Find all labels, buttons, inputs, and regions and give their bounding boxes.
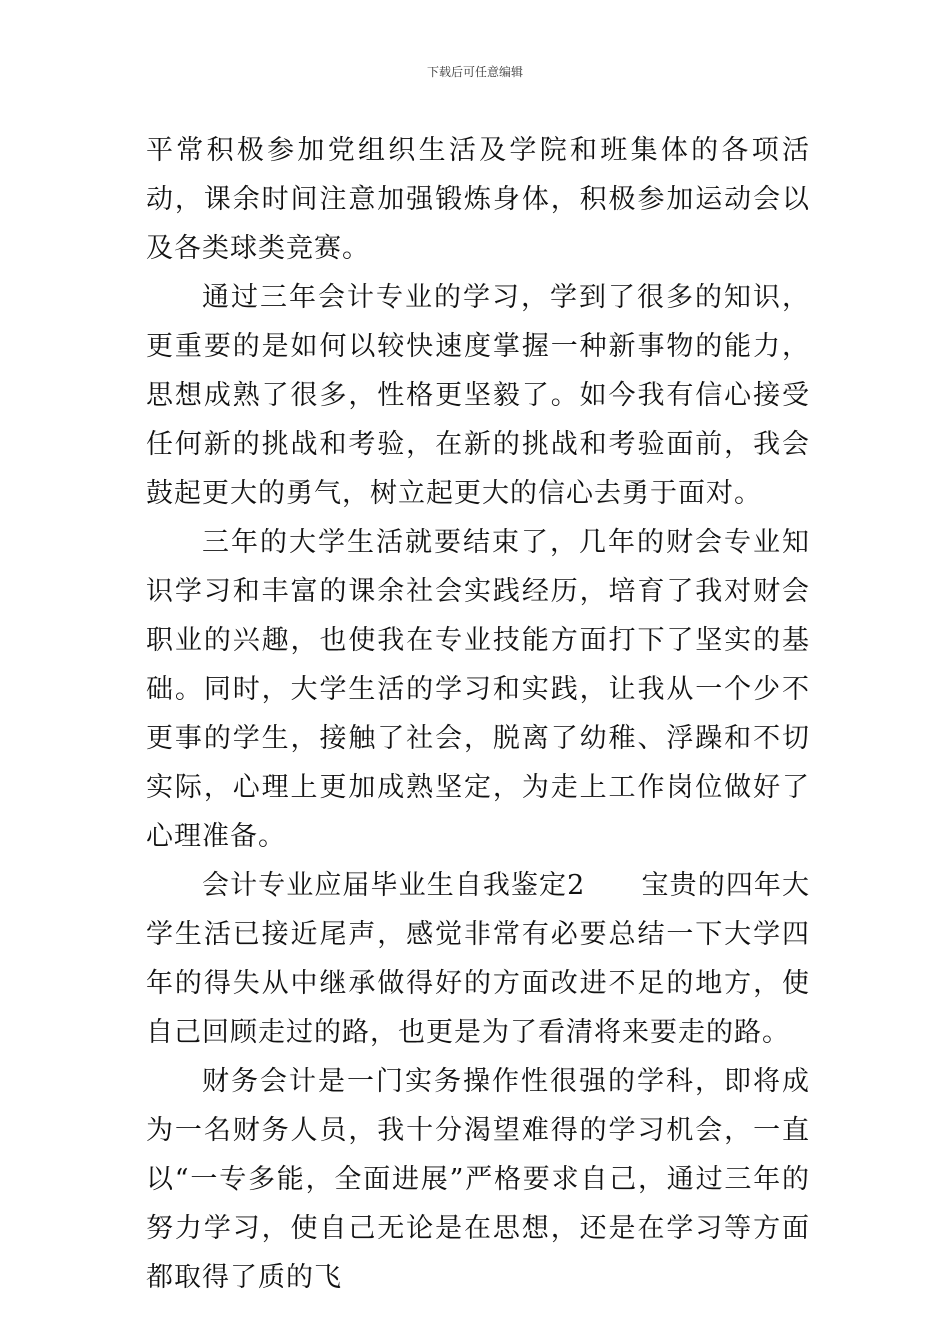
paragraph-1: 平常积极参加党组织生活及学院和班集体的各项活动，课余时间注意加强锻炼身体，积极参加运动会以及各类球类竞赛。 [146, 135, 810, 264]
paragraph-4: 会计专业应届毕业生自我鉴定2 宝贵的四年大学生活已接近尾声，感觉非常有必要总结一下大学四年的得失从中继承做得好的方面改进不足的地方，使自己回顾走过的路，也更是为了看清将来要走的路。 [146, 870, 810, 1048]
paragraph-2: 通过三年会计专业的学习，学到了很多的知识，更重要的是如何以较快速度掌握一种新事物的能力，思想成熟了很多，性格更坚毅了。如今我有信心接受任何新的挑战和考验，在新的挑战和考验面前，我会鼓起更大的勇气，树立起更大的信心去勇于面对。 [146, 282, 810, 509]
page-header: 下载后可任意编辑 [426, 65, 523, 79]
paragraph-5: 财务会计是一门实务操作性很强的学科，即将成为一名财务人员，我十分渴望难得的学习机会，一直以“一专多能，全面进展”严格要求自己，通过三年的努力学习，使自己无论是在思想，还是在学习等方面都取得了质的飞 [146, 1066, 810, 1293]
document-body [146, 126, 810, 1302]
paragraph-3: 三年的大学生活就要结束了，几年的财会专业知识学习和丰富的课余社会实践经历，培育了我对财会职业的兴趣，也使我在专业技能方面打下了坚实的基础。同时，大学生活的学习和实践，让我从一个少不更事的学生，接触了社会，脱离了幼稚、浮躁和不切实际，心理上更加成熟坚定，为走上工作岗位做好了心理准备。 [146, 527, 810, 852]
